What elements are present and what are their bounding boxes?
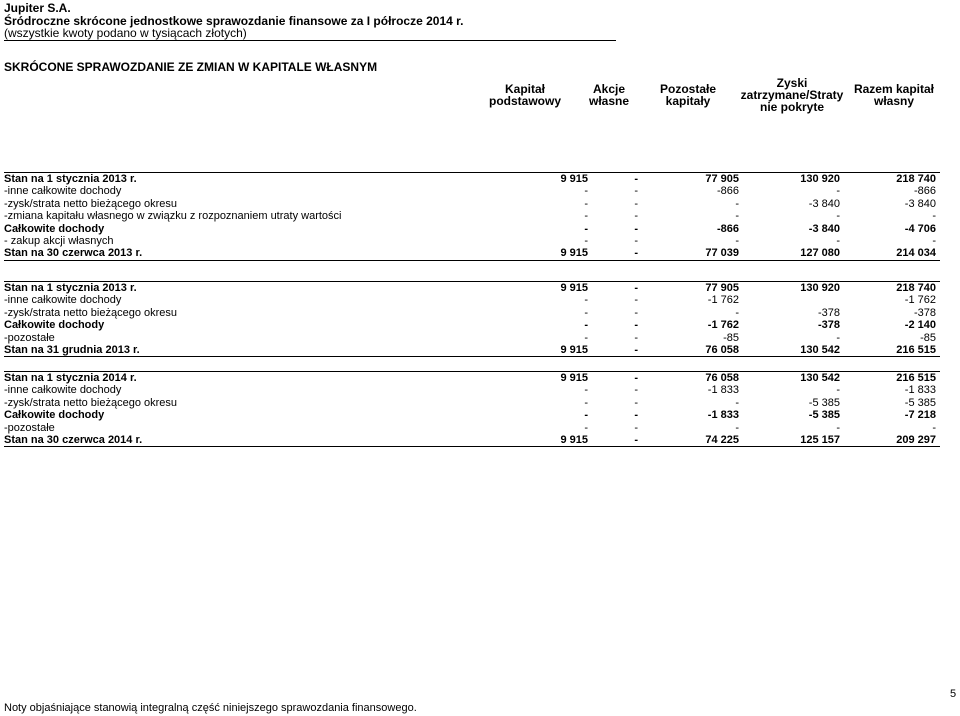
cell-value: - — [634, 234, 638, 247]
table-row — [4, 434, 940, 447]
cell-value: 76 058 — [705, 343, 739, 356]
cell-value: - — [634, 197, 638, 210]
table-block-2013-full — [4, 281, 940, 357]
column-header-line: własny — [873, 94, 915, 108]
table-row — [4, 281, 940, 294]
cell-value: - — [584, 294, 588, 307]
cell-value: 130 920 — [800, 173, 840, 185]
cell-value: 9 915 — [560, 247, 588, 260]
row-label: -inne całkowite dochody — [4, 185, 122, 198]
column-header-line: podstawowy — [488, 94, 561, 108]
cell-value: - — [634, 282, 638, 294]
table-row — [4, 319, 940, 331]
cell-value: -378 — [913, 306, 936, 319]
cell-value: - — [584, 222, 588, 235]
row-label: -inne całkowite dochody — [4, 384, 122, 397]
row-label: Stan na 1 stycznia 2013 r. — [4, 173, 137, 185]
cell-value: 77 905 — [705, 173, 739, 185]
cell-value: -3 840 — [808, 197, 840, 210]
cell-value: - — [634, 222, 638, 235]
cell-value: -1 762 — [707, 319, 739, 332]
cell-value: - — [836, 331, 840, 344]
table-row — [4, 235, 940, 247]
row-label: - zakup akcji własnych — [4, 234, 114, 247]
header-divider — [4, 40, 616, 41]
cell-value: -3 840 — [808, 222, 840, 235]
cell-value: - — [584, 331, 588, 344]
cell-value: 218 740 — [896, 173, 936, 185]
cell-value: - — [634, 247, 638, 260]
row-label: Stan na 31 grudnia 2013 r. — [4, 343, 140, 356]
cell-value: 9 915 — [560, 433, 588, 446]
cell-value: 9 915 — [560, 282, 588, 294]
company-name: Jupiter S.A. — [4, 1, 71, 15]
column-header-4 — [846, 74, 942, 116]
cell-value: 216 515 — [896, 343, 936, 356]
cell-value: - — [634, 384, 638, 397]
page-number: 5 — [950, 688, 957, 700]
cell-value: - — [634, 396, 638, 409]
column-header-line: własne — [588, 94, 630, 108]
cell-value: - — [836, 421, 840, 434]
row-label: -zysk/strata netto bieżącego okresu — [4, 396, 178, 409]
cell-value: - — [836, 210, 840, 223]
cell-value: - — [836, 234, 840, 247]
cell-value: - — [634, 173, 638, 185]
table-row — [4, 198, 940, 210]
cell-value: - — [932, 421, 936, 434]
row-label: -zysk/strata netto bieżącego okresu — [4, 197, 178, 210]
cell-value: - — [836, 384, 840, 397]
table-row — [4, 172, 940, 185]
column-header-line: Kapitał — [504, 82, 545, 96]
currency-note: (wszystkie kwoty podano w tysiącach złotych) — [4, 26, 247, 40]
section-title: SKRÓCONE SPRAWOZDANIE ZE ZMIAN W KAPITALE WŁASNYM — [4, 60, 378, 74]
cell-value: -5 385 — [904, 396, 936, 409]
cell-value: - — [634, 433, 638, 446]
cell-value: - — [584, 319, 588, 332]
cell-value: 130 542 — [800, 343, 840, 356]
cell-value: 125 157 — [800, 433, 840, 446]
table-row — [4, 210, 940, 222]
table-row — [4, 294, 940, 306]
row-label: -zmiana kapitału własnego w związku z rozpoznaniem utraty wartości — [4, 210, 342, 223]
cell-value: -1 833 — [707, 409, 739, 422]
cell-value: - — [584, 409, 588, 422]
column-header-line: Pozostałe — [659, 82, 716, 96]
cell-value: - — [735, 234, 739, 247]
cell-value: 130 542 — [800, 372, 840, 384]
cell-value: -1 833 — [904, 384, 936, 397]
cell-value: 216 515 — [896, 372, 936, 384]
cell-value: - — [634, 409, 638, 422]
cell-value: -1 833 — [707, 384, 739, 397]
table-row — [4, 332, 940, 344]
column-header-line: Razem kapitał — [853, 82, 935, 96]
cell-value: -2 140 — [904, 319, 936, 332]
table-row — [4, 409, 940, 421]
report-subtitle: Śródroczne skrócone jednostkowe sprawozdanie finansowe za I półrocze 2014 r. — [4, 14, 464, 28]
cell-value: - — [932, 210, 936, 223]
cell-value: 77 905 — [705, 282, 739, 294]
cell-value: - — [584, 210, 588, 223]
table-block-2013-h1 — [4, 172, 940, 261]
cell-value: 76 058 — [705, 372, 739, 384]
cell-value: - — [735, 197, 739, 210]
cell-value: - — [634, 294, 638, 307]
cell-value: -5 385 — [808, 409, 840, 422]
table-row — [4, 307, 940, 319]
cell-value: - — [634, 319, 638, 332]
cell-value: - — [584, 396, 588, 409]
column-header-line: nie pokryte — [759, 100, 825, 114]
cell-value: 127 080 — [800, 247, 840, 260]
column-header-2 — [640, 74, 736, 116]
cell-value: -378 — [817, 306, 840, 319]
cell-value: 9 915 — [560, 173, 588, 185]
cell-value: - — [735, 396, 739, 409]
table-row — [4, 223, 940, 235]
cell-value: 9 915 — [560, 372, 588, 384]
column-header-line: Zyski — [776, 76, 808, 90]
cell-value: -85 — [920, 331, 936, 344]
row-label: -zysk/strata netto bieżącego okresu — [4, 306, 178, 319]
cell-value: - — [735, 306, 739, 319]
table-row — [4, 185, 940, 197]
cell-value: -85 — [723, 331, 739, 344]
cell-value: 9 915 — [560, 343, 588, 356]
cell-value: -3 840 — [904, 197, 936, 210]
row-label: Całkowite dochody — [4, 409, 105, 422]
row-label: -pozostałe — [4, 421, 55, 434]
cell-value: -866 — [913, 185, 936, 198]
footnote: Noty objaśniające stanowią integralną część niniejszego sprawozdania finansowego. — [4, 702, 417, 714]
row-label: Całkowite dochody — [4, 319, 105, 332]
cell-value: 74 225 — [705, 433, 739, 446]
cell-value: - — [584, 421, 588, 434]
cell-value: - — [634, 306, 638, 319]
row-label: Stan na 30 czerwca 2013 r. — [4, 247, 143, 260]
cell-value: - — [584, 185, 588, 198]
column-header-0 — [470, 74, 580, 116]
row-label: Stan na 1 stycznia 2014 r. — [4, 372, 137, 384]
column-header-3 — [738, 74, 846, 116]
cell-value: 218 740 — [896, 282, 936, 294]
cell-value: -7 218 — [904, 409, 936, 422]
table-row — [4, 397, 940, 409]
cell-value: -866 — [716, 222, 739, 235]
cell-value: - — [735, 421, 739, 434]
cell-value: - — [584, 306, 588, 319]
cell-value: - — [735, 210, 739, 223]
cell-value: -378 — [817, 319, 840, 332]
row-label: Stan na 1 stycznia 2013 r. — [4, 282, 137, 294]
column-header-line: kapitały — [665, 94, 711, 108]
cell-value: -1 762 — [904, 294, 936, 307]
table-row — [4, 344, 940, 357]
cell-value: 214 034 — [896, 247, 936, 260]
cell-value: - — [634, 185, 638, 198]
cell-value: - — [634, 372, 638, 384]
table-row — [4, 422, 940, 434]
table-row — [4, 384, 940, 396]
cell-value: - — [634, 331, 638, 344]
table-row — [4, 247, 940, 260]
cell-value: - — [584, 234, 588, 247]
cell-value: - — [584, 384, 588, 397]
column-header-1 — [578, 74, 640, 116]
column-header-line: Akcje — [592, 82, 626, 96]
cell-value: -1 762 — [707, 294, 739, 307]
cell-value: -5 385 — [808, 396, 840, 409]
cell-value: 130 920 — [800, 282, 840, 294]
cell-value: - — [634, 421, 638, 434]
cell-value: - — [634, 343, 638, 356]
cell-value: - — [836, 185, 840, 198]
cell-value: -4 706 — [904, 222, 936, 235]
cell-value: - — [932, 234, 936, 247]
row-label: -inne całkowite dochody — [4, 294, 122, 307]
cell-value: - — [584, 197, 588, 210]
table-row — [4, 371, 940, 384]
column-header-line: zatrzymane/Straty — [740, 88, 844, 102]
row-label: -pozostałe — [4, 331, 55, 344]
table-block-2014-h1 — [4, 371, 940, 447]
row-label: Całkowite dochody — [4, 222, 105, 235]
cell-value: -866 — [716, 185, 739, 198]
cell-value: 209 297 — [896, 433, 936, 446]
row-label: Stan na 30 czerwca 2014 r. — [4, 433, 143, 446]
cell-value: - — [634, 210, 638, 223]
cell-value: 77 039 — [705, 247, 739, 260]
